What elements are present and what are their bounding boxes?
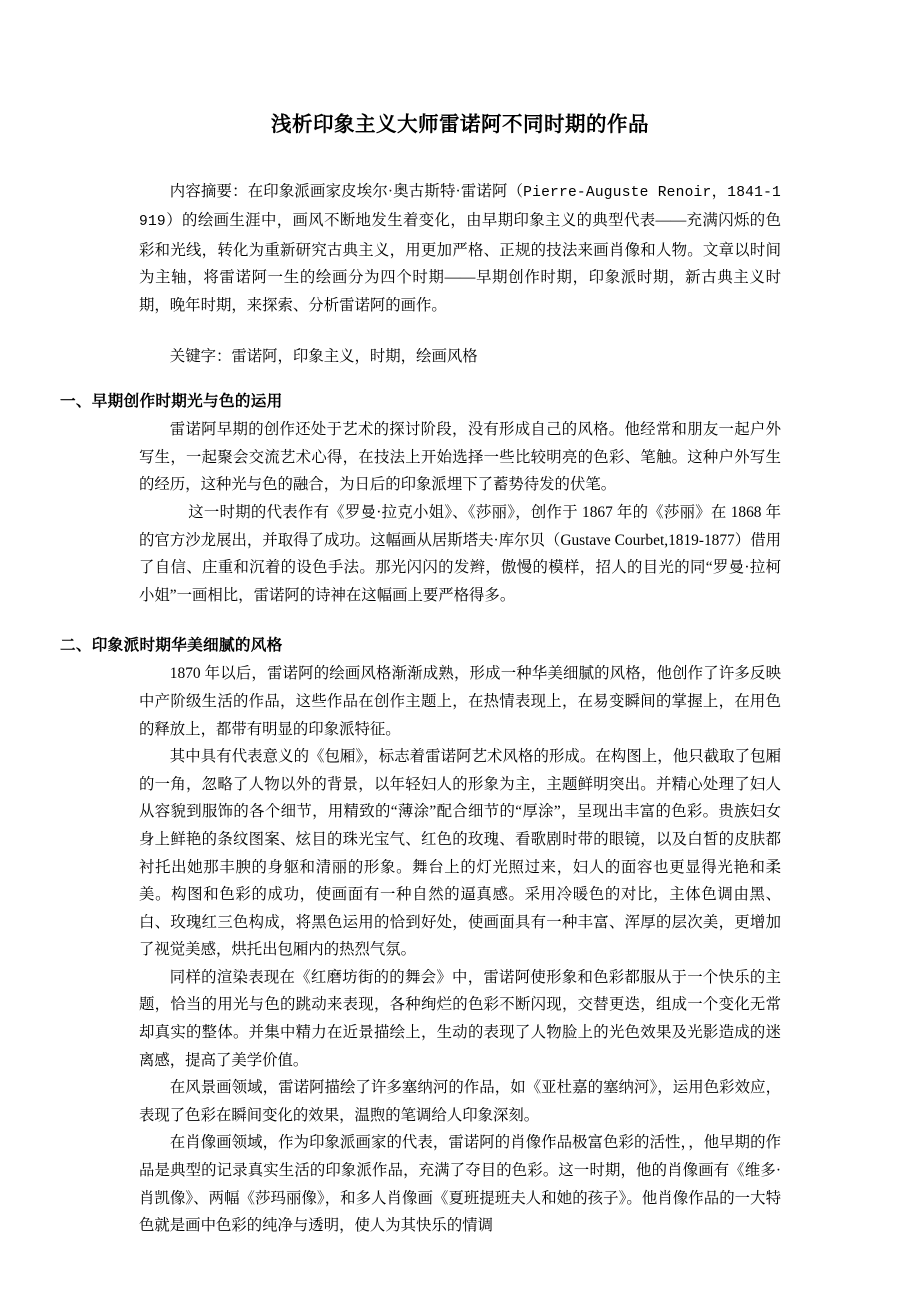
section-2-paragraph-3: 同样的渲染表现在《红磨坊街的的舞会》中，雷诺阿使形象和色彩都服从于一个快乐的主题，恰当的用光与色的跳动来表现，各种绚烂的色彩不断闪现，交替更迭，组成一个变化无常却真实的整体。并集中精力在近景描绘上，生动的表现了人物脸上的光色效果及光影造成的迷离感，提高了美学价值。 [139,968,781,1069]
page-title: 浅析印象主义大师雷诺阿不同时期的作品 [271,114,649,136]
section-2-paragraph-2: 其中具有代表意义的《包厢》，标志着雷诺阿艺术风格的形成。在构图上，他只截取了包厢的一角，忽略了人物以外的背景，以年轻妇人的形象为主，主题鲜明突出。并精心处理了妇人从容貌到服饰的各个细节，用精致的“薄涂”配合细节的“厚涂”，呈现出丰富的色彩。贵族妇女身上鲜艳的条纹图案、炫目的珠光宝气、红色的玫瑰、看歌剧时带的眼镜，以及白皙的皮肤都衬托出她那丰腴的身躯和清丽的形象。舞台上的灯光照过来，妇人的面容也更显得光艳和柔美。构图和色彩的成功，使画面有一种自然的逼真感。采用冷暖色的对比，主体色调由黑、白、玫瑰红三色构成，将黑色运用的恰到好处，使画面具有一种丰富、浑厚的层次美，更增加了视觉美感，烘托出包厢内的热烈气氛。 [139,748,781,959]
keywords-line: 关键字：雷诺阿，印象主义，时期，绘画风格 [169,347,478,365]
abstract-latin-separator: ， [711,182,728,200]
section-2-paragraph-4: 在风景画领域，雷诺阿描绘了许多塞纳河的作品，如《亚杜嘉的塞纳河》，运用色彩效应，表现了色彩在瞬间变化的效果，温煦的笔调给人印象深刻。 [139,1079,781,1124]
section-1-paragraph-2: 这一时期的代表作有《罗曼·拉克小姐》、《莎丽》，创作于 1867 年的《莎丽》在 1868 年的官方沙龙展出，并取得了成功。这幅画从居斯塔夫·库尔贝（Gustave Courbet,1819-1877）借用了自信、庄重和沉着的设色手法。那光闪闪的发辫，傲慢的模样，招人的目光的同“罗曼·拉柯小姐”一画相比，雷诺阿的诗神在这幅画上要严格得多。 [139,503,781,604]
section-2-paragraph-5: 在肖像画领域，作为印象派画家的代表，雷诺阿的肖像作品极富色彩的活性，，他早期的作品是典型的记录真实生活的印象派作品，充满了夺目的色彩。这一时期，他的肖像画有《维多·肖凯像》、两幅《莎玛丽像》，和多人肖像画《夏班提班夫人和她的孩子》。他肖像作品的一大特色就是画中色彩的纯净与透明，使人为其快乐的情调 [139,1134,781,1235]
section-2-paragraph-1: 1870 年以后，雷诺阿的绘画风格渐渐成熟，形成一种华美细腻的风格，他创作了许多反映中产阶级生活的作品，这些作品在创作主题上，在热情表现上，在易变瞬间的掌握上，在用色的释放上，都带有明显的印象派特征。 [139,665,781,738]
section-1-paragraph-1: 雷诺阿早期的创作还处于艺术的探讨阶段，没有形成自己的风格。他经常和朋友一起户外写生，一起聚会交流艺术心得，在技法上开始选择一些比较明亮的色彩、笔触。这种户外写生的经历，这种光与色的融合，为日后的印象派埋下了蓄势待发的伏笔。 [139,421,781,494]
abstract-text-lead: 内容摘要：在印象派画家皮埃尔·奥古斯特·雷诺阿（ [169,182,524,200]
section-heading-1: 一、早期创作时期光与色的运用 [60,393,283,411]
abstract-latin-name: Pierre-Auguste Renoir [523,184,712,201]
abstract-paragraph [139,139,781,320]
abstract-text-tail: ）的绘画生涯中，画风不断地发生着变化，由早期印象主义的典型代表——充满闪烁的色彩和光线，转化为重新研究古典主义，用更加严格、正规的技法来画肖像和人物。文章以时间为主轴，将雷诺阿一生的绘画分为四个时期——早期创作时期，印象派时期，新古典主义时期，晚年时期，来探索、分析雷诺阿的画作。 [139,212,781,315]
document-content [60,0,781,1240]
section-heading-2: 二、印象派时期华美细腻的风格 [60,637,283,655]
abstract-latin-years: 1841-1919 [139,184,781,231]
